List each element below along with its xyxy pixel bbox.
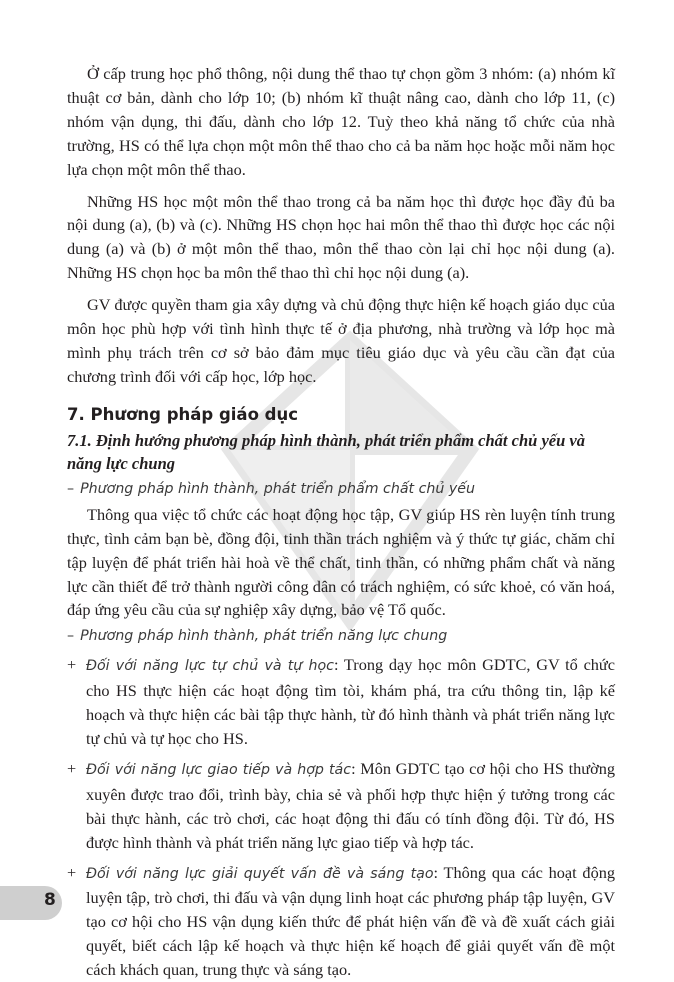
plus-item-problem-solving bbox=[67, 861, 615, 982]
plus-item-lead: Đối với năng lực tự chủ và tự học bbox=[86, 658, 334, 675]
plus-item-text: : Trong dạy học môn GDTC, GV tổ chức cho HS thực hiện các hoạt động tìm tòi, khám phá, tra cứu thông tin, lập kế hoạch và thực hiện các bài tập thực hành, từ đó hình thành và phát triển năng lực tự chủ và tự học cho HS. bbox=[86, 655, 615, 749]
plus-item-text: : Môn GDTC tạo cơ hội cho HS thường xuyên được trao đổi, trình bày, chia sẻ và phối hợp thực hiện ý tưởng trong các bài thực hành, các trò chơi, các hoạt động thi đấu có tính đồng đội. Từ đó, HS được hình thành và phát triển năng lực giao tiếp và hợp tác. bbox=[86, 758, 615, 852]
plus-item-communication bbox=[67, 757, 615, 855]
page-number: 8 bbox=[44, 890, 56, 910]
qualities-paragraph: Thông qua việc tổ chức các hoạt động học tập, GV giúp HS rèn luyện tính trung thực, tình cảm bạn bè, đồng đội, tinh thần trách nghiệm và ý thức tự giác, chăm chỉ tập luyện để phát triển hài hoà về thể chất, tinh thần, có những phẩm chất và năng lực cần thiết để trở thành người công dân có trách nghiệm, có sức khoẻ, có văn hoá, đáp ứng yêu cầu của sự nghiệp xây dựng, bảo vệ Tổ quốc. bbox=[67, 504, 615, 620]
plus-bullet: + bbox=[67, 758, 77, 778]
dash-bullet: – bbox=[67, 480, 75, 497]
plus-item-lead: Đối với năng lực giao tiếp và hợp tác bbox=[86, 761, 352, 778]
subsection-heading: 7.1. Định hướng phương pháp hình thành, phát triển phẩm chất chủ yếu và năng lực chung bbox=[67, 430, 585, 473]
dash-item-label: Phương pháp hình thành, phát triển năng lực chung bbox=[80, 628, 448, 645]
plus-bullet: + bbox=[67, 655, 77, 675]
dash-item-qualities bbox=[67, 478, 615, 500]
plus-item-text: : Thông qua các hoạt động luyện tập, trò chơi, thi đấu và vận dụng linh hoạt các phương pháp tập luyện, GV tạo cơ hội cho HS vận dụng kiến thức để phát hiện vấn đề và đề xuất cách giải quyết, biết cách lập kế hoạch và thực hiện kế hoạch để giải quyết vấn đề một cách khách quan, trung thực và sáng tạo. bbox=[86, 862, 615, 980]
dash-item-label: Phương pháp hình thành, phát triển phẩm chất chủ yếu bbox=[80, 480, 476, 497]
plus-bullet: + bbox=[67, 862, 77, 882]
plus-item-self-study bbox=[67, 653, 615, 751]
plus-item-lead: Đối với năng lực giải quyết vấn đề và sáng tạo bbox=[86, 865, 434, 882]
dash-item-competencies bbox=[67, 625, 615, 647]
page-content bbox=[67, 62, 615, 982]
intro-paragraph-1: Ở cấp trung học phổ thông, nội dung thể thao tự chọn gồm 3 nhóm: (a) nhóm kĩ thuật cơ bản, dành cho lớp 10; (b) nhóm kĩ thuật nâng cao, dành cho lớp 11, (c) nhóm vận dụng, thi đấu, dành cho lớp 12. Tuỳ theo khả năng tổ chức của nhà trường, HS có thể lựa chọn một môn thể thao cho cả ba năm học hoặc mỗi năm học lựa chọn một môn thể thao. bbox=[67, 64, 615, 179]
dash-bullet: – bbox=[67, 628, 75, 645]
section-heading: 7. Phương pháp giáo dục bbox=[67, 404, 298, 424]
intro-paragraph-2: Những HS học một môn thể thao trong cả ba năm học thì được học đầy đủ ba nội dung (a), (b) và (c). Những HS chọn học hai môn thể thao thì được học các nội dung (a) và (b) ở một môn thể thao, môn thể thao còn lại chỉ học nội dung (a). Những HS chọn học ba môn thể thao thì chỉ học nội dung (a). bbox=[67, 191, 615, 283]
intro-paragraph-3: GV được quyền tham gia xây dựng và chủ động thực hiện kế hoạch giáo dục của môn học phù hợp với tình hình thực tế ở địa phương, nhà trường và lớp học mà mình phụ trách trên cơ sở bảo đảm mục tiêu giáo dục và yêu cầu cần đạt của chương trình đối với cấp học, lớp học. bbox=[67, 295, 615, 386]
